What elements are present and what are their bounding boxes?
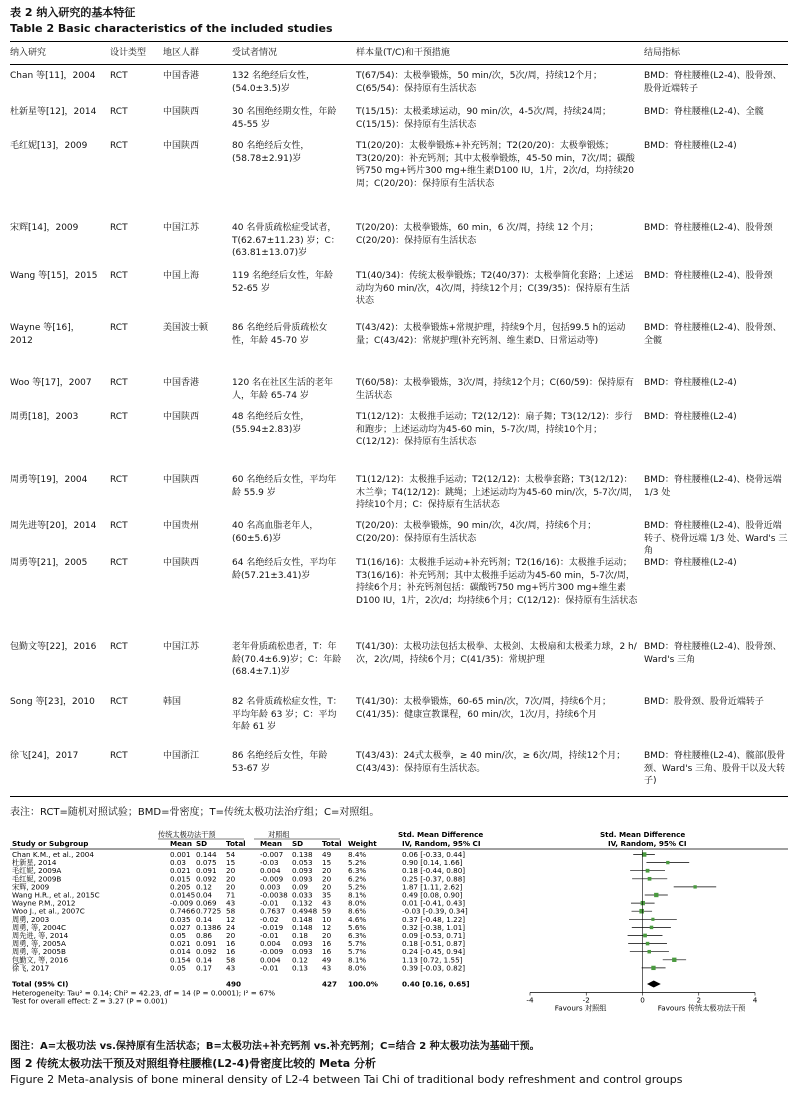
cell-outcome: BMD：股骨颈、股骨近端转子	[644, 697, 764, 707]
cell-design: RCT	[110, 558, 128, 568]
study-sd1: 0.17	[196, 963, 213, 973]
table-caption-en: Table 2 Basic characteristics of the included studies	[10, 22, 333, 35]
cell-outcome: BMD：脊柱腰椎(L2-4)、股骨颈	[644, 223, 773, 233]
study-n1: 20	[226, 931, 236, 940]
cell-subjects: 119 名绝经后女性，年龄 52-65 岁	[232, 271, 334, 294]
plot-subheader: IV, Random, 95% CI	[608, 839, 687, 848]
cell-design: RCT	[110, 323, 128, 333]
study-sd1: 0.1386	[196, 922, 222, 932]
cell-intervention: T(60/58)：太极拳锻炼，3次/周，持续12个月；C(60/59)：保持原有生活状态	[356, 378, 634, 401]
study-m1: -0.009	[170, 898, 194, 908]
cell-outcome: BMD：脊柱腰椎(L2-4)、全髋	[644, 107, 764, 117]
study-ci: -0.03 [-0.39, 0.34]	[402, 906, 468, 916]
plot-header: Std. Mean Difference	[600, 830, 686, 839]
study-w: 5.7%	[348, 939, 367, 949]
study-sd1: 0.075	[196, 858, 217, 868]
study-m2: -0.03	[260, 858, 279, 868]
study-ci: 0.18 [-0.44, 0.80]	[402, 866, 466, 876]
cell-study: Wayne 等[16]，2012	[10, 323, 80, 346]
cell-subjects: 48 名绝经后女性，(55.94±2.83)岁	[232, 412, 310, 435]
study-n1: 58	[226, 955, 236, 965]
study-name: 宋辉, 2009	[12, 882, 50, 892]
study-m1: 0.03	[170, 858, 187, 868]
study-w: 8.0%	[348, 963, 367, 973]
cell-design: RCT	[110, 141, 128, 151]
column-header: Study or Subgroup	[12, 839, 89, 848]
favours-left: Favours 对照组	[554, 1003, 607, 1013]
study-ci: 0.09 [-0.53, 0.71]	[402, 931, 466, 940]
point-estimate	[693, 885, 696, 888]
study-sd1: 0.7725	[196, 906, 222, 916]
point-estimate	[651, 918, 654, 921]
cell-region: 中国陕西	[163, 107, 200, 117]
cell-design: RCT	[110, 412, 128, 422]
column-header: Weight	[348, 839, 377, 848]
study-w: 6.3%	[348, 866, 367, 876]
total-n2: 427	[322, 979, 338, 989]
study-w: 8.4%	[348, 850, 367, 859]
cell-outcome: BMD：脊柱腰椎(L2-4)	[644, 141, 737, 151]
study-n1: 12	[226, 914, 236, 924]
study-w: 8.1%	[348, 955, 367, 965]
study-ci: 0.39 [-0.03, 0.82]	[402, 963, 466, 973]
study-name: Chan K.M., et al., 2004	[12, 850, 94, 859]
cell-design: RCT	[110, 521, 128, 531]
study-w: 5.2%	[348, 858, 367, 868]
study-n2: 49	[322, 955, 332, 965]
column-header: SD	[292, 839, 304, 848]
study-ci: 0.24 [-0.45, 0.94]	[402, 947, 466, 957]
study-sd2: 0.12	[292, 955, 309, 965]
study-sd2: 0.09	[292, 882, 309, 892]
study-m2: 0.004	[260, 939, 281, 949]
study-m2: -0.01	[260, 931, 279, 940]
study-w: 8.1%	[348, 890, 367, 900]
group-label-ctl: 对照组	[268, 830, 290, 839]
study-m2: 0.7637	[260, 906, 286, 916]
cell-intervention: T(41/30)：太极功法包括太极拳、太极剑、太极扇和太极柔力球，2 h/次，2次/周，持续6个月；C(41/35)：常规护理	[356, 642, 637, 665]
study-m1: 0.05	[170, 931, 187, 940]
study-n1: 20	[226, 882, 236, 892]
study-sd2: 0.148	[292, 914, 313, 924]
study-name: 徐飞, 2017	[12, 963, 50, 973]
study-m1: 0.7466	[170, 906, 196, 916]
cell-design: RCT	[110, 475, 128, 485]
study-n1: 71	[226, 890, 236, 900]
study-ci: 0.49 [0.08, 0.90]	[402, 890, 463, 900]
cell-subjects: 86 名绝经后女性，年龄 53-67 岁	[232, 751, 328, 774]
total-ci: 0.40 [0.16, 0.65]	[402, 979, 470, 989]
point-estimate	[639, 909, 644, 914]
column-header: Mean	[170, 839, 192, 848]
cell-intervention: T(41/30)：太极拳锻炼，60-65 min/次，7次/周，持续6个月；C(41/35)：健康宣教课程，60 min/次，1次/月，持续6个月	[356, 697, 611, 720]
study-ci: 0.01 [-0.41, 0.43]	[402, 898, 466, 908]
cell-intervention: T(15/15)：太极柔球运动，90 min/次，4-5次/周，持续24周；C(15/15)：保持原有生活状态	[356, 107, 611, 130]
study-sd2: 0.093	[292, 866, 313, 876]
cell-study: 周先进等[20]，2014	[10, 521, 97, 531]
header-subjects: 受试者情况	[232, 48, 278, 58]
table-caption-zh: 表 2 纳入研究的基本特征	[10, 6, 136, 19]
study-sd2: 0.13	[292, 963, 309, 973]
table-header-rule	[10, 64, 788, 65]
cell-region: 中国陕西	[163, 475, 200, 485]
pooled-diamond	[647, 981, 661, 988]
study-sd2: 0.132	[292, 898, 313, 908]
study-n1: 43	[226, 963, 236, 973]
point-estimate	[666, 861, 669, 864]
study-sd1: 0.091	[196, 939, 217, 949]
study-m1: 0.035	[170, 914, 191, 924]
cell-intervention: T1(40/34)：传统太极拳锻炼；T2(40/37)：太极拳简化套路；上述运动均为60 min/次，4次/周，持续12个月；C(39/35)：保持原有生活状态	[356, 271, 634, 306]
study-sd2: 0.053	[292, 858, 313, 868]
cell-intervention: T1(12/12)：太极推手运动；T2(12/12)：扇子舞；T3(12/12)：步行和跑步；上述运动均为45-60 min，5-7次/周，持续10个月；C(12/12)：保持原有生活状态	[356, 412, 633, 447]
cell-subjects: 60 名绝经后女性，平均年龄 55.9 岁	[232, 475, 337, 498]
study-sd1: 0.091	[196, 866, 217, 876]
cell-outcome: BMD：脊柱腰椎(L2-4)、股骨颈	[644, 271, 773, 281]
cell-design: RCT	[110, 697, 128, 707]
study-m1: 0.027	[170, 922, 191, 932]
cell-intervention: T(20/20)：太极拳锻炼，60 min，6 次/周，持续 12 个月；C(20/20)：保持原有生活状态	[356, 223, 599, 246]
table-top-rule	[10, 41, 788, 42]
header-region: 地区人群	[163, 48, 200, 58]
study-ci: 1.13 [0.72, 1.55]	[402, 955, 463, 965]
study-ci: 0.18 [-0.51, 0.87]	[402, 939, 466, 949]
cell-design: RCT	[110, 751, 128, 761]
cell-study: 周勇等[19]，2004	[10, 475, 88, 485]
study-n1: 54	[226, 850, 236, 859]
cell-region: 中国陕西	[163, 141, 200, 151]
study-n1: 43	[226, 898, 236, 908]
cell-outcome: BMD：脊柱腰椎(L2-4)、股骨颈、股骨近端转子	[644, 71, 782, 94]
study-m2: -0.007	[260, 850, 284, 859]
study-n2: 35	[322, 890, 332, 900]
study-ci: 0.90 [0.14, 1.66]	[402, 858, 463, 868]
study-m1: 0.021	[170, 939, 191, 949]
study-m2: -0.009	[260, 947, 284, 957]
study-m2: -0.01	[260, 963, 279, 973]
cell-intervention: T(43/43)：24式太极拳，≥ 40 min/次，≥ 6次/周，持续12个月；C(43/43)：保持原有生活状态。	[356, 751, 626, 774]
point-estimate	[646, 869, 650, 873]
cell-region: 中国贵州	[163, 521, 200, 531]
study-ci: 1.87 [1.11, 2.62]	[402, 882, 463, 892]
total-n1: 490	[226, 979, 242, 989]
x-tick-label: 0	[640, 995, 645, 1005]
figure-caption-en: Figure 2 Meta-analysis of bone mineral density of L2-4 between Tai Chi of traditional body refreshment and control groups	[10, 1073, 683, 1086]
total-weight: 100.0%	[348, 979, 378, 989]
study-m2: -0.02	[260, 914, 279, 924]
cell-design: RCT	[110, 223, 128, 233]
cell-subjects: 30 名围绝经期女性，年龄 45-55 岁	[232, 107, 337, 130]
cell-study: 包勤文等[22]，2016	[10, 642, 97, 652]
cell-intervention: T1(20/20)：太极拳锻炼+补充钙剂；T2(20/20)：太极拳锻炼；T3(20/20)：补充钙剂；其中太极拳锻炼，45-50 min，7次/周；碳酸钙750 mg+钙片300 mg+维生素D100 IU，1片，2次/d，均持续20周；C(20/20)：保持原有生活状态	[356, 141, 635, 189]
study-ci: 0.37 [-0.48, 1.22]	[402, 914, 466, 924]
study-sd1: 0.12	[196, 882, 213, 892]
cell-study: 杜新星等[12]，2014	[10, 107, 97, 117]
cell-region: 美国波士顿	[163, 323, 209, 333]
smd-subheader: IV, Random, 95% CI	[402, 839, 481, 848]
study-ci: 0.06 [-0.33, 0.44]	[402, 850, 466, 859]
study-n2: 43	[322, 963, 332, 973]
cell-outcome: BMD：脊柱腰椎(L2-4)	[644, 558, 737, 568]
cell-region: 韩国	[163, 697, 182, 707]
cell-design: RCT	[110, 271, 128, 281]
x-tick-label: -4	[526, 995, 534, 1005]
cell-subjects: 64 名绝经后女性，平均年龄(57.21±3.41)岁	[232, 558, 337, 581]
table-note: 表注：RCT=随机对照试验；BMD=骨密度；T=传统太极功法治疗组；C=对照组。	[10, 807, 380, 818]
cell-design: RCT	[110, 107, 128, 117]
study-n2: 20	[322, 866, 332, 876]
study-ci: 0.25 [-0.37, 0.88]	[402, 874, 466, 884]
cell-intervention: T(43/42)：太极拳锻炼+常规护理，持续9个月，包括99.5 h的运动量；C(43/42)：常规护理(补充钙剂、维生素D、日常运动等)	[356, 323, 626, 346]
point-estimate	[654, 893, 658, 897]
study-sd1: 0.14	[196, 914, 213, 924]
cell-intervention: T(67/54)：太极拳锻炼，50 min/次，5次/周，持续12个月；C(65/54)：保持原有生活状态	[356, 71, 602, 94]
header-design: 设计类型	[110, 48, 147, 58]
study-name: 周勇, 等, 2004C	[12, 922, 67, 932]
study-m1: 0.0145	[170, 890, 196, 900]
study-sd1: 0.092	[196, 947, 217, 957]
study-n2: 20	[322, 874, 332, 884]
study-name: Wang H.R., et al., 2015C	[12, 890, 100, 900]
cell-region: 中国江苏	[163, 223, 200, 233]
cell-intervention: T1(16/16)：太极推手运动+补充钙剂；T2(16/16)：太极推手运动；T3(16/16)：补充钙剂；其中太极推手运动为45-60 min，5-7次/周，持续6个月；补充钙剂包括：碳酸钙750 mg+钙片300 mg+维生素D100 IU，1片，2次/d；均持续6个月；C(12/12)：保持原有生活状态	[356, 558, 638, 606]
study-n2: 15	[322, 858, 332, 868]
study-m2: 0.003	[260, 882, 281, 892]
cell-region: 中国陕西	[163, 558, 200, 568]
cell-design: RCT	[110, 378, 128, 388]
study-sd1: 0.144	[196, 850, 217, 859]
study-w: 5.2%	[348, 882, 367, 892]
study-n1: 16	[226, 947, 236, 957]
header-study: 纳入研究	[10, 48, 47, 58]
cell-outcome: BMD：脊柱腰椎(L2-4)、桡骨远端 1/3 处	[644, 475, 782, 498]
study-w: 5.7%	[348, 947, 367, 957]
study-w: 4.6%	[348, 914, 367, 924]
cell-outcome: BMD：脊柱腰椎(L2-4)、股骨近端转子、桡骨远端 1/3 处、Ward's 三角	[644, 521, 788, 556]
cell-study: 周勇[18]，2003	[10, 412, 79, 422]
x-tick-label: -2	[582, 995, 590, 1005]
point-estimate	[646, 942, 649, 945]
cell-study: 周勇等[21]，2005	[10, 558, 88, 568]
study-n2: 20	[322, 931, 332, 940]
x-tick-label: 2	[696, 995, 702, 1005]
study-m2: -0.0038	[260, 890, 288, 900]
cell-outcome: BMD：脊柱腰椎(L2-4)	[644, 412, 737, 422]
study-sd2: 0.148	[292, 922, 313, 932]
cell-study: 宋辉[14]，2009	[10, 223, 79, 233]
study-name: Wayne P.M., 2012	[12, 898, 76, 908]
study-name: 毛红妮, 2009B	[12, 874, 62, 884]
header-outcome: 结局指标	[644, 48, 681, 58]
cell-region: 中国陕西	[163, 412, 200, 422]
column-header: Mean	[260, 839, 282, 848]
cell-subjects: 40 名骨质疏松症受试者，T(62.67±11.23) 岁；C：(63.81±13.07)岁	[232, 223, 340, 258]
study-n2: 16	[322, 947, 332, 957]
cell-outcome: BMD：脊柱腰椎(L2-4)、股骨颈、Ward's 三角	[644, 642, 782, 665]
cell-design: RCT	[110, 642, 128, 652]
study-n2: 12	[322, 922, 332, 932]
point-estimate	[672, 958, 676, 962]
overall-effect-text: Test for overall effect: Z = 3.27 (P = 0.001)	[12, 996, 168, 1006]
study-n2: 16	[322, 939, 332, 949]
study-m1: 0.014	[170, 947, 191, 957]
smd-header: Std. Mean Difference	[398, 830, 484, 839]
cell-design: RCT	[110, 71, 128, 81]
study-m1: 0.05	[170, 963, 187, 973]
study-n2: 59	[322, 906, 332, 916]
study-name: 杜新星, 2014	[12, 858, 57, 868]
study-m1: 0.154	[170, 955, 191, 965]
study-n2: 20	[322, 882, 332, 892]
study-name: Woo J., et al., 2007C	[12, 906, 85, 916]
study-m2: -0.019	[260, 922, 284, 932]
cell-study: Song 等[23]，2010	[10, 697, 95, 707]
study-sd2: 0.033	[292, 890, 313, 900]
study-sd2: 0.093	[292, 874, 313, 884]
study-n2: 49	[322, 850, 332, 859]
total-label: Total (95% CI)	[12, 979, 69, 989]
study-sd2: 0.093	[292, 939, 313, 949]
study-m2: -0.009	[260, 874, 284, 884]
point-estimate	[650, 926, 653, 929]
cell-study: 毛红妮[13]，2009	[10, 141, 88, 151]
x-tick-label: 4	[752, 995, 758, 1005]
study-w: 6.3%	[348, 931, 367, 940]
point-estimate	[648, 877, 652, 881]
header-intervention: 样本量(T/C)和干预措施	[356, 48, 450, 58]
study-sd2: 0.4948	[292, 906, 318, 916]
study-name: 周勇, 等, 2005B	[12, 947, 66, 957]
point-estimate	[643, 934, 647, 938]
study-w: 5.6%	[348, 922, 367, 932]
study-ci: 0.32 [-0.38, 1.01]	[402, 922, 466, 932]
figure-caption-zh: 图 2 传统太极功法干预及对照组脊柱腰椎(L2-4)骨密度比较的 Meta 分析	[10, 1057, 376, 1070]
cell-region: 中国江苏	[163, 642, 200, 652]
figure-note: 图注：A=太极功法 vs.保持原有生活状态；B=太极功法+补充钙剂 vs.补充钙剂；C=结合 2 种太极功法为基础干预。	[10, 1041, 540, 1052]
favours-right: Favours 传统太极功法干预	[657, 1003, 746, 1013]
study-sd1: 0.86	[196, 931, 213, 940]
cell-subjects: 132 名绝经后女性，(54.0±3.5)岁	[232, 71, 316, 94]
study-m1: 0.021	[170, 866, 191, 876]
study-m2: 0.004	[260, 866, 281, 876]
table-bottom-rule	[10, 796, 788, 797]
cell-subjects: 40 名高血脂老年人，(60±5.6)岁	[232, 521, 319, 544]
study-w: 8.0%	[348, 898, 367, 908]
cell-study: Woo 等[17]，2007	[10, 378, 92, 388]
cell-subjects: 80 名绝经后女性，(58.78±2.91)岁	[232, 141, 310, 164]
study-sd1: 0.069	[196, 898, 217, 908]
cell-study: Wang 等[15]，2015	[10, 271, 98, 281]
forest-plot	[10, 828, 788, 1038]
cell-study: 徐飞[24]，2017	[10, 751, 79, 761]
study-name: 周勇, 2003	[12, 914, 50, 924]
study-sd1: 0.092	[196, 874, 217, 884]
study-name: 毛红妮, 2009A	[12, 866, 62, 876]
point-estimate	[651, 966, 655, 970]
cell-subjects: 86 名绝经后骨质疏松女性，年龄 45-70 岁	[232, 323, 328, 346]
cell-outcome: BMD：脊柱腰椎(L2-4)、股骨颈、全髋	[644, 323, 782, 346]
study-n2: 10	[322, 914, 332, 924]
study-m2: 0.004	[260, 955, 281, 965]
study-m1: 0.205	[170, 882, 191, 892]
study-w: 8.6%	[348, 906, 367, 916]
study-n1: 58	[226, 906, 236, 916]
cell-study: Chan 等[11]，2004	[10, 71, 96, 81]
column-header: Total	[322, 839, 342, 848]
study-sd2: 0.093	[292, 947, 313, 957]
cell-intervention: T1(12/12)：太极推手运动；T2(12/12)：太极拳套路；T3(12/12)：木兰拳；T4(12/12)：跳绳；上述运动均为45-60 min/次，5-7次/周，持续10个月；C：保持原有生活状态	[356, 475, 638, 510]
column-header: SD	[196, 839, 208, 848]
study-n1: 20	[226, 866, 236, 876]
point-estimate	[648, 950, 651, 953]
cell-intervention: T(20/20)：太极拳锻炼，90 min/次，4次/周，持续6个月；C(20/20)：保持原有生活状态	[356, 521, 597, 544]
cell-region: 中国上海	[163, 271, 200, 281]
cell-region: 中国香港	[163, 378, 200, 388]
study-name: 包勤文, 等, 2016	[12, 955, 69, 965]
study-name: 周先进, 等, 2014	[12, 931, 69, 940]
study-sd1: 0.14	[196, 955, 213, 965]
group-label-exp: 传统太极功法干预	[158, 830, 216, 839]
study-name: 周勇, 等, 2005A	[12, 939, 66, 949]
column-header: Total	[226, 839, 246, 848]
study-n1: 24	[226, 922, 236, 932]
cell-region: 中国香港	[163, 71, 200, 81]
study-m1: 0.015	[170, 874, 191, 884]
study-sd2: 0.18	[292, 931, 309, 940]
study-n1: 15	[226, 858, 236, 868]
cell-subjects: 120 名在社区生活的老年人，年龄 65-74 岁	[232, 378, 334, 401]
study-n1: 16	[226, 939, 236, 949]
study-sd1: 0.04	[196, 890, 213, 900]
cell-subjects: 82 名骨质疏松症女性，T：平均年龄 63 岁；C：平均年龄 61 岁	[232, 697, 342, 732]
study-w: 6.2%	[348, 874, 367, 884]
study-n1: 20	[226, 874, 236, 884]
cell-subjects: 老年骨质疏松患者，T：年龄(70.4±6.9)岁；C：年龄(68.4±7.1)岁	[232, 642, 342, 677]
study-m2: -0.01	[260, 898, 279, 908]
cell-outcome: BMD：脊柱腰椎(L2-4)、髋部(股骨颈、Ward's 三角、股骨干以及大转子)	[644, 751, 786, 786]
cell-region: 中国浙江	[163, 751, 200, 761]
study-sd2: 0.138	[292, 850, 313, 859]
study-n2: 43	[322, 898, 332, 908]
study-m1: 0.001	[170, 850, 191, 859]
heterogeneity-text: Heterogeneity: Tau² = 0.14; Chi² = 42.23, df = 14 (P = 0.0001); I² = 67%	[12, 988, 276, 998]
cell-outcome: BMD：脊柱腰椎(L2-4)	[644, 378, 737, 388]
